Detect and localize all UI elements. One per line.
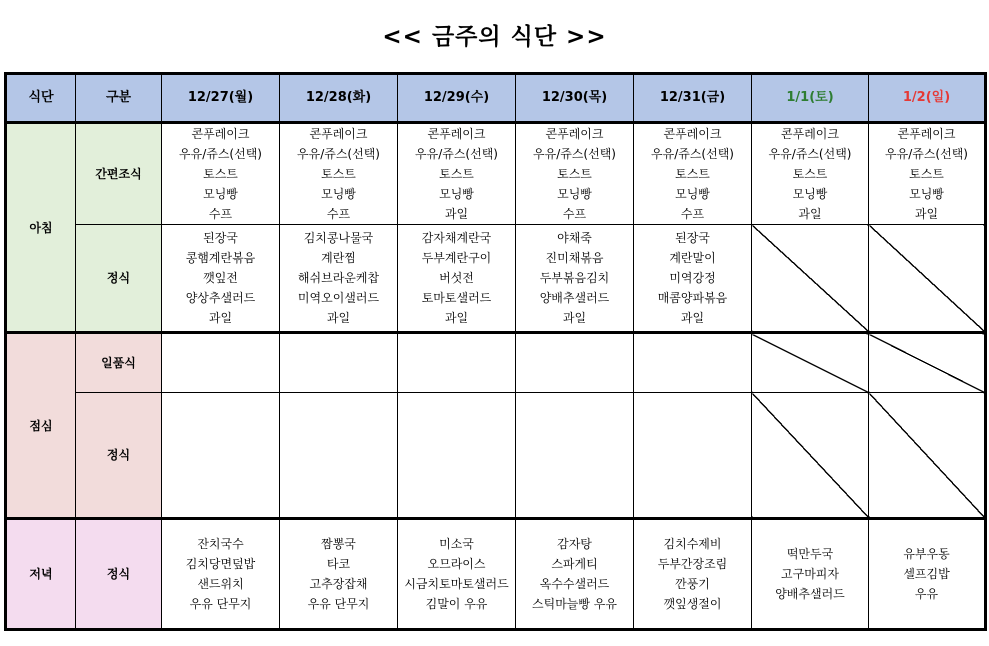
menu-item: 타코 (326, 557, 351, 571)
page-title: << 금주의 식단 >> (382, 24, 607, 50)
dinner-regular-row (6, 519, 986, 630)
category-single-lunch: 일품식 (76, 333, 162, 393)
menu-item: 토스트 (321, 167, 356, 181)
empty-cell (162, 333, 280, 393)
header-category: 구분 (76, 74, 162, 123)
empty-cell-crossed (869, 393, 986, 519)
menu-item: 모닝빵 (321, 187, 356, 201)
menu-item: 깐풍기 (675, 577, 710, 591)
weekly-menu-table (4, 72, 987, 631)
menu-item: 옥수수샐러드 (539, 577, 610, 591)
menu-item: 두부볶음김치 (539, 271, 610, 285)
menu-cell (869, 123, 986, 225)
menu-item: 떡만두국 (786, 547, 834, 561)
menu-item: 우유/쥬스(선택) (533, 147, 616, 161)
menu-item: 과일 (680, 311, 705, 325)
menu-item: 김말이 우유 (425, 597, 488, 611)
menu-item: 깻잎생절이 (663, 597, 722, 611)
menu-item: 계란말이 (669, 251, 716, 265)
menu-item: 야채죽 (557, 231, 592, 245)
menu-item: 두부간장조림 (657, 557, 728, 571)
menu-item: 콘푸레이크 (663, 127, 722, 141)
menu-item: 된장국 (203, 231, 238, 245)
header-day-sun: 1/2(일) (869, 74, 986, 123)
empty-cell-crossed (869, 333, 986, 393)
menu-item: 김치당면덮밥 (185, 557, 256, 571)
empty-cell (280, 333, 398, 393)
menu-item: 콘푸레이크 (427, 127, 486, 141)
menu-item: 과일 (326, 311, 351, 325)
menu-item: 수프 (562, 207, 587, 221)
menu-cell (752, 123, 869, 225)
menu-item: 시금치토마토샐러드 (404, 577, 509, 591)
menu-item: 우유/쥬스(선택) (651, 147, 734, 161)
empty-cell-crossed (869, 225, 986, 333)
menu-item: 콩햄계란볶음 (185, 251, 256, 265)
menu-cell (398, 519, 516, 630)
menu-item: 토스트 (675, 167, 710, 181)
menu-item: 스틱마늘빵 우유 (532, 597, 617, 611)
header-day-mon: 12/27(월) (162, 74, 280, 123)
menu-item: 미역강정 (669, 271, 716, 285)
breakfast-light-row (6, 123, 986, 225)
menu-item: 김치콩나물국 (303, 231, 374, 245)
lunch-single-row (6, 333, 986, 393)
menu-item: 우유/쥬스(선택) (297, 147, 380, 161)
empty-cell (162, 393, 280, 519)
menu-cell (280, 123, 398, 225)
menu-item: 수프 (326, 207, 351, 221)
empty-cell (398, 393, 516, 519)
menu-item: 감자채계란국 (421, 231, 492, 245)
header-day-wed: 12/29(수) (398, 74, 516, 123)
menu-cell (280, 225, 398, 333)
header-day-tue: 12/28(화) (280, 74, 398, 123)
empty-cell (634, 333, 752, 393)
menu-item: 우유/쥬스(선택) (415, 147, 498, 161)
menu-item: 된장국 (675, 231, 710, 245)
menu-item: 미소국 (439, 537, 474, 551)
menu-item: 모닝빵 (557, 187, 592, 201)
menu-item: 깻잎전 (203, 271, 238, 285)
empty-cell (398, 333, 516, 393)
lunch-regular-row (6, 393, 986, 519)
menu-item: 김치수제비 (663, 537, 722, 551)
menu-item: 계란찜 (321, 251, 356, 265)
menu-item: 고구마피자 (781, 567, 839, 581)
menu-item: 수프 (680, 207, 705, 221)
menu-cell (280, 519, 398, 630)
menu-item: 매콤양파볶음 (657, 291, 728, 305)
menu-cell (162, 225, 280, 333)
menu-item: 스파게티 (551, 557, 598, 571)
menu-item: 토스트 (557, 167, 592, 181)
meal-lunch: 점심 (6, 333, 76, 519)
menu-item: 모닝빵 (203, 187, 238, 201)
menu-cell (398, 225, 516, 333)
menu-item: 토마토샐러드 (421, 291, 492, 305)
menu-item: 양상추샐러드 (185, 291, 256, 305)
menu-cell (634, 519, 752, 630)
menu-item: 우유/쥬스(선택) (768, 147, 852, 161)
empty-cell (516, 333, 634, 393)
menu-cell (516, 519, 634, 630)
menu-cell (634, 123, 752, 225)
empty-cell-crossed (752, 333, 869, 393)
menu-item: 잔치국수 (197, 537, 244, 551)
menu-item: 우유 단무지 (307, 597, 370, 611)
category-light-breakfast: 간편조식 (76, 123, 162, 225)
menu-item: 수프 (208, 207, 233, 221)
category-regular-lunch: 정식 (76, 393, 162, 519)
menu-cell (752, 519, 869, 630)
menu-item: 콘푸레이크 (191, 127, 250, 141)
meal-dinner: 저녁 (6, 519, 76, 630)
menu-item: 우유/쥬스(선택) (179, 147, 262, 161)
menu-item: 과일 (798, 207, 822, 221)
header-day-sat: 1/1(토) (752, 74, 869, 123)
empty-cell (516, 393, 634, 519)
menu-item: 콘푸레이크 (545, 127, 604, 141)
menu-item: 토스트 (203, 167, 238, 181)
menu-item: 셀프김밥 (903, 567, 950, 581)
menu-cell (398, 123, 516, 225)
header-day-fri: 12/31(금) (634, 74, 752, 123)
menu-item: 양배추샐러드 (539, 291, 610, 305)
menu-item: 과일 (208, 311, 233, 325)
menu-item: 버섯전 (439, 271, 474, 285)
menu-item: 유부우동 (903, 547, 950, 561)
menu-item: 모닝빵 (675, 187, 710, 201)
menu-item: 과일 (914, 207, 939, 221)
menu-cell (516, 123, 634, 225)
menu-item: 감자탕 (557, 537, 592, 551)
header-day-thu: 12/30(목) (516, 74, 634, 123)
menu-item: 콘푸레이크 (309, 127, 368, 141)
menu-item: 오므라이스 (427, 557, 486, 571)
menu-item: 샌드위치 (197, 577, 244, 591)
menu-cell (634, 225, 752, 333)
menu-cell (162, 519, 280, 630)
menu-item: 과일 (444, 311, 469, 325)
menu-item: 과일 (562, 311, 587, 325)
menu-item: 토스트 (792, 167, 828, 181)
empty-cell-crossed (752, 225, 869, 333)
menu-item: 우유 (914, 587, 939, 601)
menu-item: 우유/쥬스(선택) (885, 147, 968, 161)
menu-item: 토스트 (909, 167, 944, 181)
menu-item: 과일 (444, 207, 469, 221)
header-meal: 식단 (6, 74, 76, 123)
menu-item: 콘푸레이크 (897, 127, 956, 141)
menu-item: 양배추샐러드 (775, 587, 845, 601)
menu-item: 고추장잡채 (309, 577, 368, 591)
breakfast-regular-row (6, 225, 986, 333)
menu-cell (162, 123, 280, 225)
category-regular-breakfast: 정식 (76, 225, 162, 333)
meal-breakfast: 아침 (6, 123, 76, 333)
menu-cell (869, 519, 986, 630)
menu-item: 모닝빵 (909, 187, 944, 201)
menu-item: 모닝빵 (439, 187, 474, 201)
menu-item: 토스트 (439, 167, 474, 181)
empty-cell (634, 393, 752, 519)
empty-cell (280, 393, 398, 519)
menu-item: 두부계란구이 (421, 251, 492, 265)
menu-item: 모닝빵 (792, 187, 828, 201)
empty-cell-crossed (752, 393, 869, 519)
header-row (6, 74, 986, 123)
menu-cell (516, 225, 634, 333)
menu-item: 우유 단무지 (189, 597, 252, 611)
menu-item: 콘푸레이크 (781, 127, 839, 141)
menu-item: 해쉬브라운케찹 (297, 271, 380, 285)
menu-item: 짬뽕국 (321, 537, 356, 551)
menu-item: 진미채볶음 (545, 251, 604, 265)
menu-item: 미역오이샐러드 (297, 291, 380, 305)
category-regular-dinner: 정식 (76, 519, 162, 630)
